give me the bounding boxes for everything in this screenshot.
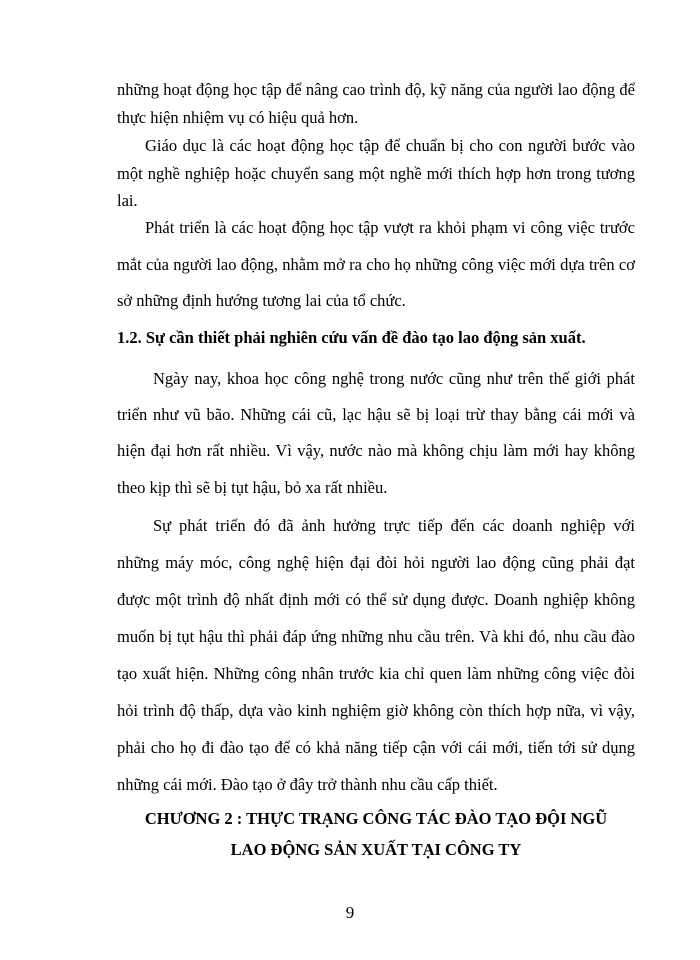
text-line: Ngày nay, khoa học công nghệ trong nước cũng như trên thế giới phát — [153, 369, 635, 388]
text-line: hiện đại hơn rất nhiều. Vì vậy, nước nào mà không chịu làm mới hay không — [117, 441, 635, 460]
text-line: những hoạt động học tập để nâng cao trình độ, kỹ năng của người lao động để — [117, 80, 635, 99]
text-line: những cái mới. Đào tạo ở đây trở thành nhu cầu cấp thiết. — [117, 775, 498, 794]
chapter-title-line: CHƯƠNG 2 : THỰC TRẠNG CÔNG TÁC ĐÀO TẠO ĐỘI NGŨ — [144, 809, 608, 828]
text-line: mắt của người lao động, nhằm mở ra cho họ những công việc mới dựa trên cơ — [117, 255, 635, 274]
chapter-title-line: LAO ĐỘNG SẢN XUẤT TẠI CÔNG TY — [230, 840, 522, 859]
text-line: một nghề nghiệp hoặc chuyển sang một nghề mới thích hợp hơn trong tương — [117, 164, 635, 183]
text-line: Giáo dục là các hoạt động học tập để chuẩn bị cho con người bước vào — [145, 136, 635, 155]
text-line: phải cho họ đi đào tạo để có khả năng tiếp cận với cái mới, tiến tới sử dụng — [117, 738, 635, 757]
text-line: những máy móc, công nghệ hiện đại đòi hỏi người lao động cũng phải đạt — [117, 553, 635, 572]
section-heading: 1.2. Sự cần thiết phải nghiên cứu vấn đề đào tạo lao động sản xuất. — [117, 328, 586, 347]
text-line: thực hiện nhiệm vụ có hiệu quả hơn. — [117, 108, 359, 127]
text-line: sở những định hướng tương lai của tổ chức. — [117, 291, 406, 310]
text-line: tạo xuất hiện. Những công nhân trước kia chỉ quen làm những công việc đòi — [117, 664, 635, 683]
text-line: muốn bị tụt hậu thì phải đáp ứng những nhu cầu trên. Và khi đó, nhu cầu đào — [117, 627, 635, 646]
page-number: 9 — [345, 903, 355, 922]
text-line: triển như vũ bão. Những cái cũ, lạc hậu sẽ bị loại trừ thay bằng cái mới và — [117, 405, 635, 424]
text-line: hỏi trình độ thấp, dựa vào kinh nghiệm giờ không còn thích hợp nữa, vì vậy, — [117, 701, 635, 720]
text-line: theo kịp thì sẽ bị tụt hậu, bỏ xa rất nhiều. — [117, 478, 388, 497]
text-line: Sự phát triển đó đã ảnh hưởng trực tiếp đến các doanh nghiệp với — [153, 516, 635, 535]
text-line: lai. — [117, 191, 138, 210]
text-line: Phát triển là các hoạt động học tập vượt ra khỏi phạm vi công việc trước — [145, 218, 635, 237]
text-line: được một trình độ nhất định mới có thể sử dụng được. Doanh nghiệp không — [117, 590, 635, 609]
